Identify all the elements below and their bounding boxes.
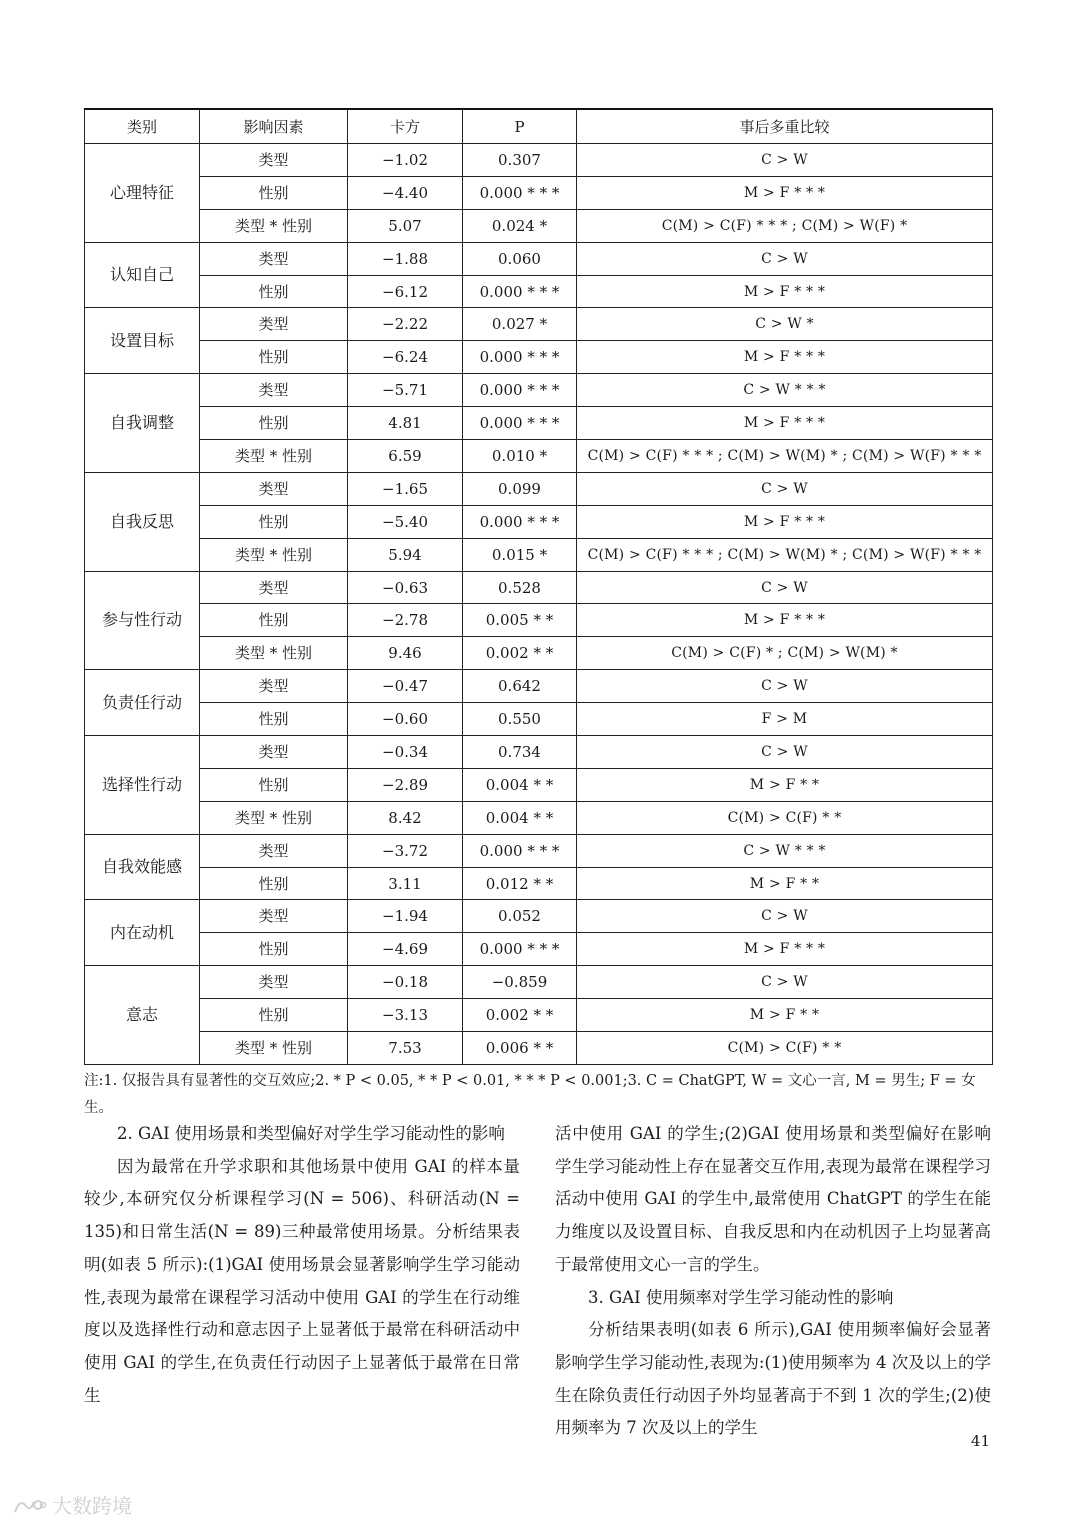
factor-cell: 性别 bbox=[200, 176, 348, 209]
table-row bbox=[85, 505, 993, 538]
page-number: 41 bbox=[970, 1432, 990, 1450]
post-hoc-cell: M > F * * * bbox=[577, 407, 993, 440]
table-row bbox=[85, 144, 993, 177]
factor-cell: 性别 bbox=[200, 703, 348, 736]
factor-cell: 类型 * 性别 bbox=[200, 209, 348, 242]
table-row bbox=[85, 1032, 993, 1065]
factor-cell: 性别 bbox=[200, 341, 348, 374]
chi-square-cell: −6.24 bbox=[348, 341, 463, 374]
factor-cell: 性别 bbox=[200, 505, 348, 538]
p-value-cell: 0.052 bbox=[463, 900, 577, 933]
p-value-cell: 0.004 * * bbox=[463, 801, 577, 834]
table-row bbox=[85, 571, 993, 604]
post-hoc-cell: M > F * * * bbox=[577, 505, 993, 538]
watermark bbox=[12, 1490, 132, 1519]
chi-square-cell: −1.65 bbox=[348, 472, 463, 505]
section-heading-3: 3. GAI 使用频率对学生学习能动性的影响 bbox=[588, 1287, 894, 1307]
table-row bbox=[85, 768, 993, 801]
p-value-cell: −0.859 bbox=[463, 966, 577, 999]
chi-square-cell: 6.59 bbox=[348, 440, 463, 473]
post-hoc-cell: C(M) > C(F) * * * ; C(M) > W(M) * ; C(M) > W(F) * * * bbox=[577, 440, 993, 473]
table-row bbox=[85, 834, 993, 867]
category-cell: 意志 bbox=[85, 966, 200, 1065]
table-note: 注:1. 仅报告具有显著性的交互效应;2. * P < 0.05, * * P < 0.01, * * * P < 0.001;3. C = ChatGPT, W = 文心一言, M = 男生; F = 女生。 bbox=[84, 1073, 976, 1116]
category-cell: 心理特征 bbox=[85, 144, 200, 243]
table-row bbox=[85, 538, 993, 571]
table-row bbox=[85, 637, 993, 670]
table-row bbox=[85, 472, 993, 505]
category-cell: 认知自己 bbox=[85, 242, 200, 308]
chi-square-cell: −0.60 bbox=[348, 703, 463, 736]
post-hoc-cell: C(M) > C(F) * * bbox=[577, 801, 993, 834]
table-row bbox=[85, 900, 993, 933]
p-value-cell: 0.307 bbox=[463, 144, 577, 177]
header-chi-square: 卡方 bbox=[348, 109, 463, 144]
factor-cell: 性别 bbox=[200, 407, 348, 440]
table-header-row bbox=[85, 109, 993, 144]
post-hoc-cell: C > W bbox=[577, 670, 993, 703]
factor-cell: 类型 bbox=[200, 144, 348, 177]
results-table bbox=[84, 108, 993, 1065]
p-value-cell: 0.099 bbox=[463, 472, 577, 505]
chi-square-cell: −5.71 bbox=[348, 374, 463, 407]
p-value-cell: 0.000 * * * bbox=[463, 176, 577, 209]
p-value-cell: 0.550 bbox=[463, 703, 577, 736]
factor-cell: 类型 bbox=[200, 242, 348, 275]
section-heading-2: 2. GAI 使用场景和类型偏好对学生学习能动性的影响 bbox=[117, 1124, 505, 1143]
post-hoc-cell: C > W bbox=[577, 966, 993, 999]
table-row bbox=[85, 604, 993, 637]
chi-square-cell: −0.18 bbox=[348, 966, 463, 999]
factor-cell: 类型 * 性别 bbox=[200, 538, 348, 571]
post-hoc-cell: C > W bbox=[577, 144, 993, 177]
p-value-cell: 0.002 * * bbox=[463, 999, 577, 1032]
p-value-cell: 0.734 bbox=[463, 736, 577, 769]
post-hoc-cell: M > F * * bbox=[577, 867, 993, 900]
chi-square-cell: −1.02 bbox=[348, 144, 463, 177]
post-hoc-cell: C(M) > C(F) * ; C(M) > W(M) * bbox=[577, 637, 993, 670]
category-cell: 负责任行动 bbox=[85, 670, 200, 736]
chi-square-cell: −6.12 bbox=[348, 275, 463, 308]
chi-square-cell: 5.94 bbox=[348, 538, 463, 571]
post-hoc-cell: C(M) > C(F) * * * ; C(M) > W(M) * ; C(M) > W(F) * * * bbox=[577, 538, 993, 571]
p-value-cell: 0.005 * * bbox=[463, 604, 577, 637]
p-value-cell: 0.000 * * * bbox=[463, 374, 577, 407]
factor-cell: 类型 bbox=[200, 571, 348, 604]
chi-square-cell: −1.88 bbox=[348, 242, 463, 275]
post-hoc-cell: C > W bbox=[577, 242, 993, 275]
table-row bbox=[85, 966, 993, 999]
header-factor: 影响因素 bbox=[200, 109, 348, 144]
p-value-cell: 0.006 * * bbox=[463, 1032, 577, 1065]
category-cell: 选择性行动 bbox=[85, 736, 200, 835]
factor-cell: 类型 bbox=[200, 736, 348, 769]
p-value-cell: 0.027 * bbox=[463, 308, 577, 341]
chi-square-cell: −4.40 bbox=[348, 176, 463, 209]
chi-square-cell: 4.81 bbox=[348, 407, 463, 440]
p-value-cell: 0.004 * * bbox=[463, 768, 577, 801]
post-hoc-cell: M > F * * bbox=[577, 999, 993, 1032]
chi-square-cell: 8.42 bbox=[348, 801, 463, 834]
post-hoc-cell: M > F * * bbox=[577, 768, 993, 801]
factor-cell: 类型 * 性别 bbox=[200, 637, 348, 670]
table-row bbox=[85, 242, 993, 275]
chi-square-cell: 3.11 bbox=[348, 867, 463, 900]
chi-square-cell: −5.40 bbox=[348, 505, 463, 538]
table-row bbox=[85, 275, 993, 308]
p-value-cell: 0.000 * * * bbox=[463, 834, 577, 867]
table-body bbox=[85, 144, 993, 1065]
post-hoc-cell: C > W bbox=[577, 571, 993, 604]
factor-cell: 类型 bbox=[200, 966, 348, 999]
table-row bbox=[85, 341, 993, 374]
left-column bbox=[84, 1118, 520, 1412]
post-hoc-cell: C > W bbox=[577, 900, 993, 933]
p-value-cell: 0.015 * bbox=[463, 538, 577, 571]
header-post-hoc: 事后多重比较 bbox=[577, 109, 993, 144]
factor-cell: 性别 bbox=[200, 604, 348, 637]
post-hoc-cell: M > F * * * bbox=[577, 604, 993, 637]
factor-cell: 性别 bbox=[200, 999, 348, 1032]
factor-cell: 类型 bbox=[200, 308, 348, 341]
post-hoc-cell: M > F * * * bbox=[577, 933, 993, 966]
factor-cell: 类型 * 性别 bbox=[200, 801, 348, 834]
table-row bbox=[85, 374, 993, 407]
chi-square-cell: −2.22 bbox=[348, 308, 463, 341]
chi-square-cell: −4.69 bbox=[348, 933, 463, 966]
chi-square-cell: −0.63 bbox=[348, 571, 463, 604]
chi-square-cell: −0.34 bbox=[348, 736, 463, 769]
p-value-cell: 0.000 * * * bbox=[463, 505, 577, 538]
table-row bbox=[85, 440, 993, 473]
category-cell: 参与性行动 bbox=[85, 571, 200, 670]
post-hoc-cell: M > F * * * bbox=[577, 275, 993, 308]
post-hoc-cell: C > W bbox=[577, 472, 993, 505]
chi-square-cell: −2.78 bbox=[348, 604, 463, 637]
header-category: 类别 bbox=[85, 109, 200, 144]
paragraph: 分析结果表明(如表 6 所示),GAI 使用频率偏好会显著影响学生学习能动性,表现为:(1)使用频率为 4 次及以上的学生在除负责任行动因子外均显著高于不到 1 次的学生;(2)使用频率为 7 次及以上的学生 bbox=[555, 1320, 991, 1438]
factor-cell: 类型 bbox=[200, 374, 348, 407]
chi-square-cell: −3.13 bbox=[348, 999, 463, 1032]
chi-square-cell: −0.47 bbox=[348, 670, 463, 703]
post-hoc-cell: M > F * * * bbox=[577, 341, 993, 374]
chi-square-cell: −2.89 bbox=[348, 768, 463, 801]
post-hoc-cell: C(M) > C(F) * * * ; C(M) > W(F) * bbox=[577, 209, 993, 242]
category-cell: 设置目标 bbox=[85, 308, 200, 374]
table-row bbox=[85, 999, 993, 1032]
p-value-cell: 0.000 * * * bbox=[463, 341, 577, 374]
factor-cell: 类型 * 性别 bbox=[200, 440, 348, 473]
table-row bbox=[85, 933, 993, 966]
paragraph: 活中使用 GAI 的学生;(2)GAI 使用场景和类型偏好在影响学生学习能动性上存在显著交互作用,表现为最常在课程学习活动中使用 GAI 的学生中,最常使用 ChatGPT 的学生在能力维度以及设置目标、自我反思和内在动机因子上均显著高于最常使用文心一言的学生。 bbox=[555, 1124, 991, 1274]
post-hoc-cell: F > M bbox=[577, 703, 993, 736]
factor-cell: 类型 bbox=[200, 472, 348, 505]
factor-cell: 性别 bbox=[200, 933, 348, 966]
p-value-cell: 0.060 bbox=[463, 242, 577, 275]
p-value-cell: 0.528 bbox=[463, 571, 577, 604]
post-hoc-cell: C(M) > C(F) * * bbox=[577, 1032, 993, 1065]
table-row bbox=[85, 703, 993, 736]
table-row bbox=[85, 176, 993, 209]
p-value-cell: 0.000 * * * bbox=[463, 407, 577, 440]
post-hoc-cell: C > W * * * bbox=[577, 834, 993, 867]
p-value-cell: 0.000 * * * bbox=[463, 933, 577, 966]
watermark-text: 大数跨境 bbox=[52, 1494, 132, 1518]
table-row bbox=[85, 801, 993, 834]
right-column bbox=[555, 1118, 991, 1445]
chi-square-cell: 9.46 bbox=[348, 637, 463, 670]
post-hoc-cell: C > W * * * bbox=[577, 374, 993, 407]
category-cell: 内在动机 bbox=[85, 900, 200, 966]
p-value-cell: 0.012 * * bbox=[463, 867, 577, 900]
chi-square-cell: −3.72 bbox=[348, 834, 463, 867]
p-value-cell: 0.000 * * * bbox=[463, 275, 577, 308]
chi-square-cell: −1.94 bbox=[348, 900, 463, 933]
factor-cell: 类型 bbox=[200, 670, 348, 703]
factor-cell: 性别 bbox=[200, 867, 348, 900]
p-value-cell: 0.002 * * bbox=[463, 637, 577, 670]
chi-square-cell: 5.07 bbox=[348, 209, 463, 242]
category-cell: 自我效能感 bbox=[85, 834, 200, 900]
table-row bbox=[85, 736, 993, 769]
factor-cell: 类型 * 性别 bbox=[200, 1032, 348, 1065]
factor-cell: 类型 bbox=[200, 834, 348, 867]
watermark-logo-icon bbox=[12, 1494, 46, 1516]
chi-square-cell: 7.53 bbox=[348, 1032, 463, 1065]
p-value-cell: 0.010 * bbox=[463, 440, 577, 473]
post-hoc-cell: M > F * * * bbox=[577, 176, 993, 209]
category-cell: 自我反思 bbox=[85, 472, 200, 571]
p-value-cell: 0.024 * bbox=[463, 209, 577, 242]
p-value-cell: 0.642 bbox=[463, 670, 577, 703]
table-row bbox=[85, 209, 993, 242]
category-cell: 自我调整 bbox=[85, 374, 200, 473]
factor-cell: 性别 bbox=[200, 768, 348, 801]
table-row bbox=[85, 670, 993, 703]
header-p-value: P bbox=[463, 109, 577, 144]
post-hoc-cell: C > W bbox=[577, 736, 993, 769]
table-row bbox=[85, 867, 993, 900]
post-hoc-cell: C > W * bbox=[577, 308, 993, 341]
table-row bbox=[85, 308, 993, 341]
factor-cell: 性别 bbox=[200, 275, 348, 308]
paragraph: 因为最常在升学求职和其他场景中使用 GAI 的样本量较少,本研究仅分析课程学习(N = 506)、科研活动(N = 135)和日常生活(N = 89)三种最常使用场景。分析结果表明(如表 5 所示):(1)GAI 使用场景会显著影响学生学习能动性,表现为最常在课程学习活动中使用 GAI 的学生在行动维度以及选择性行动和意志因子上显著低于最常在科研活动中使用 GAI 的学生,在负责任行动因子上显著低于最常在日常生 bbox=[84, 1156, 520, 1405]
table-row bbox=[85, 407, 993, 440]
factor-cell: 类型 bbox=[200, 900, 348, 933]
